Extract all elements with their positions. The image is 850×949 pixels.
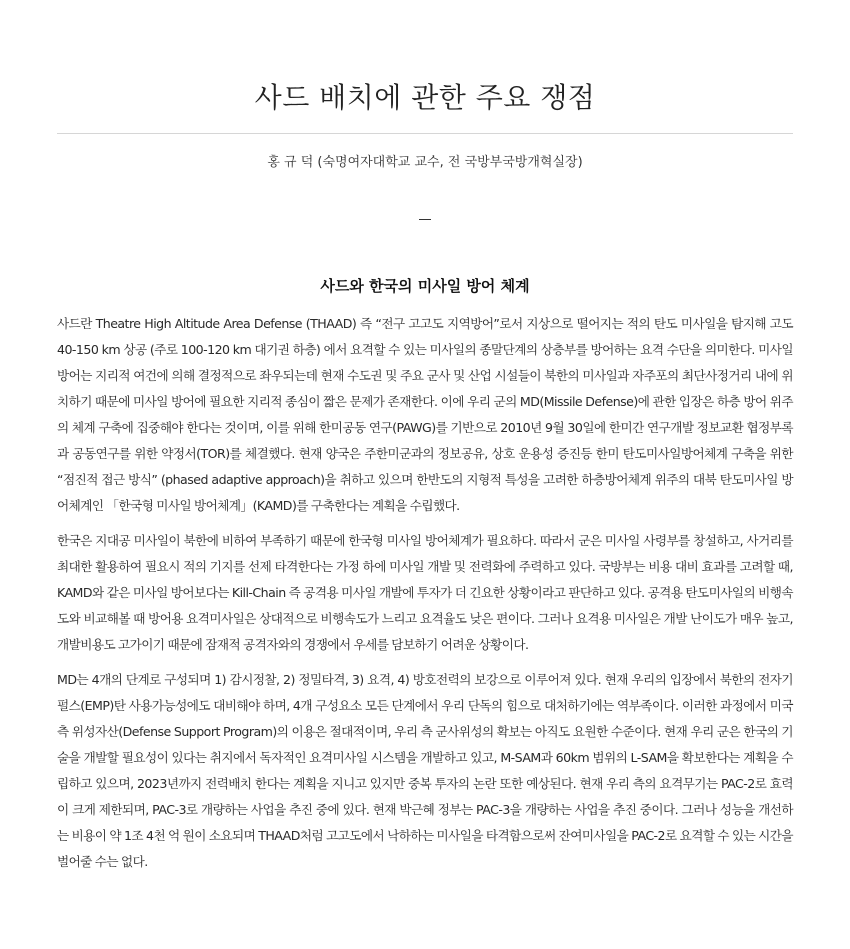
paragraph-1: 사드란 Theatre High Altitude Area Defense (THAAD) 즉 “전구 고고도 지역방어”로서 지상으로 떨어지는 적의 탄도 미사일을 탐지해 고도 40-150 km 상공 (주로 100-120 km 대기권 하층) 에서 요격할 수 있는 미사일의 종말단계의 상층부를 방어하는 요격 수단을 의미한다. 미사일 방어는 지리적 여건에 의해 결정적으로 좌우되는데 현재 수도권 및 주요 군사 및 산업 시설들이 북한의 미사일과 자주포의 최단사정거리 내에 위치하기 때문에 미사일 방어에 필요한 지리적 종심이 짧은 문제가 존재한다. 이에 우리 군의 MD(Missile Defense)에 관한 입장은 하층 방어 위주의 체계 구축에 집중해야 한다는 것이며, 이를 위해 한미공동 연구(PAWG)를 기반으로 2010년 9월 30일에 한미간 연구개발 정보교환 협정부록과 공동연구를 위한 약정서(TOR)를 체결했다. 현재 양국은 주한미군과의 정보공유, 상호 운용성 증진등 한미 탄도미사일방어체계 구축을 위한 “점진적 접근 방식” (phased adaptive approach)을 취하고 있으며 한반도의 지형적 특성을 고려한 하층방어체계 위주의 대북 탄도미사일 방어체계인 「한국형 미사일 방어체계」(KAMD)를 구축한다는 계획을 수립했다. bbox=[57, 316, 793, 513]
paragraph-3: MD는 4개의 단계로 구성되며 1) 감시정찰, 2) 정밀타격, 3) 요격, 4) 방호전력의 보강으로 이루어져 있다. 현재 우리의 입장에서 북한의 전자기 펄스(EMP)탄 사용가능성에도 대비해야 하며, 4개 구성요소 모든 단계에서 우리 단독의 힘으로 대처하기에는 역부족이다. 이러한 과정에서 미국 측 위성자산(Defense Support Program)의 이용은 절대적이며, 우리 측 군사위성의 확보는 아직도 요원한 수준이다. 현재 우리 군은 한국의 기술을 개발할 필요성이 있다는 취지에서 독자적인 요격미사일 시스템을 개발하고 있고, M-SAM과 60km 범위의 L-SAM을 확보한다는 계획을 수립하고 있으며, 2023년까지 전력배치 한다는 계획을 지니고 있지만 중복 투자의 논란 또한 예상된다. 현재 우리 측의 요격무기는 PAC-2로 효력이 크게 제한되며, PAC-3로 개량하는 사업을 추진 중에 있다. 현재 박근혜 정부는 PAC-3을 개량하는 사업을 추진 중이다. 그러나 성능을 개선하는 비용이 약 1조 4천 억 원이 소요되며 THAAD처럼 고고도에서 낙하하는 미사일을 타격함으로써 잔여미사일을 PAC-2로 요격할 수 있는 시간을 벌어줄 수는 없다. bbox=[57, 672, 793, 869]
section-dash-divider bbox=[419, 219, 431, 220]
paragraph-2: 한국은 지대공 미사일이 북한에 비하여 부족하기 때문에 한국형 미사일 방어체계가 필요하다. 따라서 군은 미사일 사령부를 창설하고, 사거리를 최대한 활용하여 필요시 적의 기지를 선제 타격한다는 가정 하에 미사일 개발 및 전력화에 주력하고 있다. 국방부는 비용 대비 효과를 고려할 때, KAMD와 같은 미사일 방어보다는 Kill-Chain 즉 공격용 미사일 개발에 투자가 더 긴요한 상황이라고 판단하고 있다. 공격용 탄도미사일의 비행속도와 비교해볼 때 방어용 요격미사일은 상대적으로 비행속도가 느리고 요격율도 낮은 편이다. 그러나 요격용 미사일은 개발 난이도가 매우 높고, 개발비용도 고가이기 때문에 잠재적 공격자와의 경쟁에서 우세를 담보하기 어려운 상황이다. bbox=[57, 533, 793, 652]
article-body bbox=[57, 311, 793, 875]
title-divider bbox=[57, 133, 793, 134]
article-title: 사드 배치에 관한 주요 쟁점 bbox=[254, 81, 596, 114]
author-line: 홍 규 덕 (숙명여자대학교 교수, 전 국방부국방개혁실장) bbox=[267, 155, 583, 170]
section-heading: 사드와 한국의 미사일 방어 체계 bbox=[320, 277, 530, 295]
